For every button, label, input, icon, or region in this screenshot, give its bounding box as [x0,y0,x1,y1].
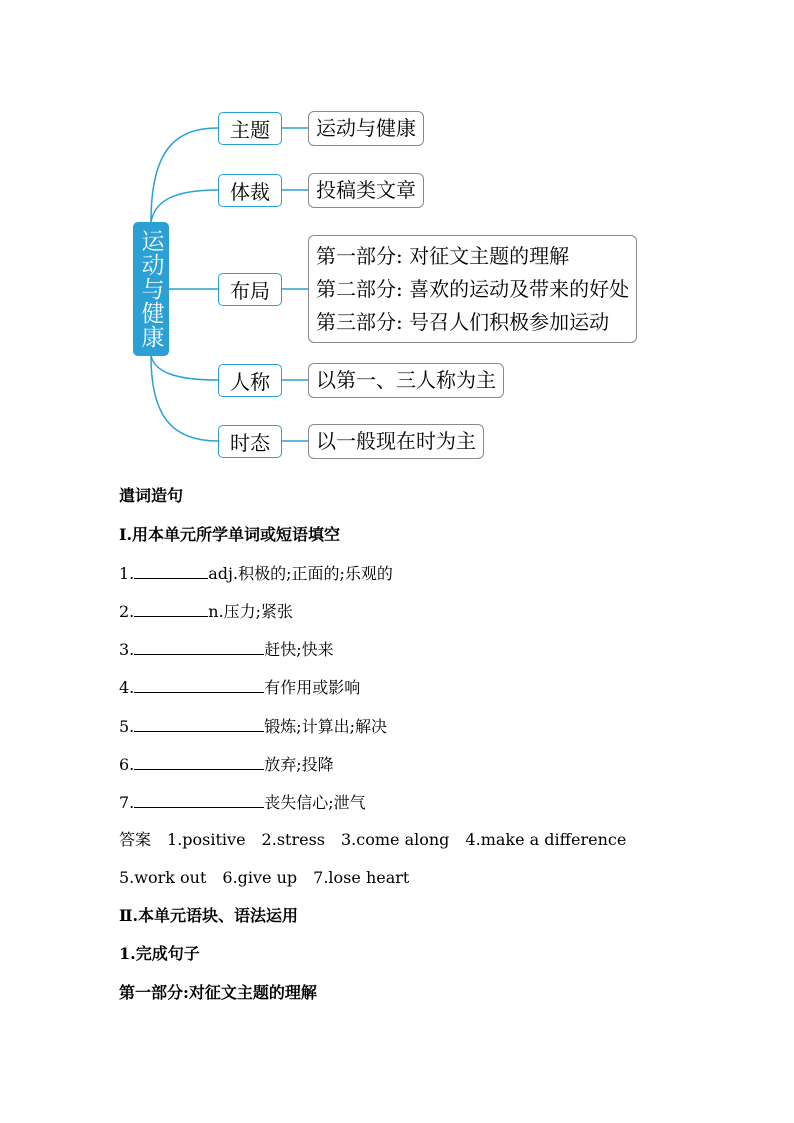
connector-theme [151,128,218,222]
answer-blank[interactable] [134,639,264,655]
connector-genre [151,190,218,222]
detail-layout [308,235,637,343]
answer-blank[interactable] [134,601,208,617]
section-title: 遣词造句 [119,486,184,505]
mind-map [0,0,794,480]
topic-person: 人称 [218,364,282,397]
fill-item-2: 2. n.压力;紧张 [119,602,294,621]
topic-tense: 时态 [218,425,282,458]
answer-label: 答案 [119,830,152,849]
fill-item-5: 5. 锻炼;计算出;解决 [119,717,388,736]
topic-theme: 主题 [218,112,282,145]
answer-blank[interactable] [134,716,264,732]
layout-part-3: 第三部分: 号召人们积极参加运动 [316,309,610,334]
connector-person [151,356,218,380]
answer-blank[interactable] [134,754,264,770]
detail-tense: 以一般现在时为主 [308,424,484,459]
topic-genre: 体裁 [218,174,282,207]
layout-part-1: 第一部分: 对征文主题的理解 [316,243,570,268]
fill-item-1: 1. adj.积极的;正面的;乐观的 [119,564,393,583]
detail-genre: 投稿类文章 [308,173,424,208]
detail-theme: 运动与健康 [308,111,424,146]
answer-blank[interactable] [134,677,264,693]
answer-blank[interactable] [134,792,264,808]
part2-subheading: 1.完成句子 [119,944,200,963]
layout-part-2: 第二部分: 喜欢的运动及带来的好处 [316,276,630,301]
fill-item-4: 4. 有作用或影响 [119,678,361,697]
part2-section: 第一部分:对征文主题的理解 [119,983,317,1002]
detail-person: 以第一、三人称为主 [308,363,504,398]
fill-item-7: 7. 丧失信心;泄气 [119,793,366,812]
topic-layout: 布局 [218,273,282,306]
part1-heading: Ⅰ.用本单元所学单词或短语填空 [119,525,341,544]
answer-blank[interactable] [134,563,208,579]
fill-item-3: 3. 赶快;快来 [119,640,334,659]
mind-map-root: 运动与健康 [133,222,169,356]
answer-line-1: 答案 1.positive 2.stress 3.come along 4.make a difference [119,830,627,849]
part2-heading: Ⅱ.本单元语块、语法运用 [119,906,299,925]
answer-line-2: 5.work out 6.give up 7.lose heart [119,868,410,887]
fill-item-6: 6. 放弃;投降 [119,755,334,774]
